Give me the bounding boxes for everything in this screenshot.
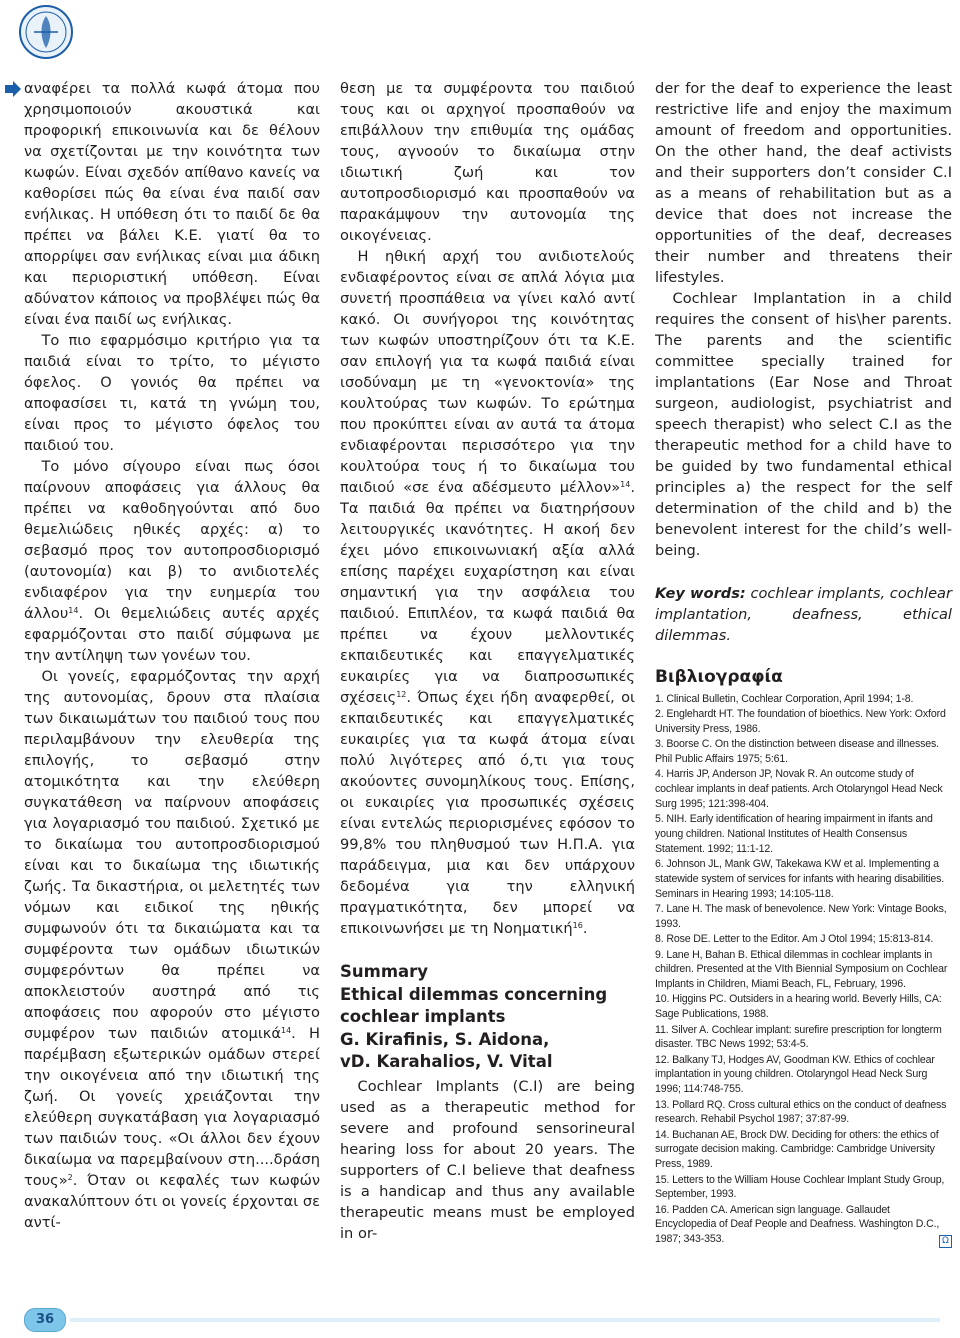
paragraph: θεση με τα συμφέροντα του παιδιού τους και οι αρχηγοί προσπαθούν να επιβάλλουν την επιθυμία της ομάδας τους, αγνοούν το δικαίωμα στην ιδιωτική ζωή και τον αυτοπροσδιορισμό και προσπαθούν να παρακάμψουν την αυτονομία της οικογένειας.	[340, 80, 635, 244]
reference-item: 12. Balkany TJ, Hodges AV, Goodman KW. Ethics of cochlear implantation in young children. Otolaryngol Head Neck Surg 1996; 114:748-755.	[655, 1053, 935, 1096]
end-of-article-mark: Ω	[939, 1235, 952, 1248]
paragraph: Cochlear Implantation in a child requires the consent of his\her parents. The parents and the scientific committee specially trained for implantations (Ear Nose and Throat surgeon, audiologist, psychiatrist and speech therapist) who select C.I as the therapeutic method for a child have to be guided by two fundamental ethical principles a) the respect for the self determination of the child and b) the benevolent interest for the child’s well-being.	[655, 290, 952, 559]
paragraph: Το πιο εφαρμόσιμο κριτήριο για τα παιδιά είναι το τρίτο, το μέγιστο όφελος. Ο γονιός θα πρέπει να αποφασίσει τι, κατά τη γνώμη του, είναι προς το μέγιστο όφελος του παιδιού του.	[24, 332, 320, 454]
paragraph: der for the deaf to experience the least restrictive life and enjoy the maximum amount of freedom and opportunities. On the other hand, the deaf activists and their supporters don’t consider C.I as a means of rehabilitation but as a device that does not increase the opportunities of the deaf, decreases their number and threatens their lifestyles.	[655, 80, 952, 286]
reference-item: 3. Boorse C. On the distinction between disease and illnesses. Phil Public Affairs 1975; 5:61.	[655, 738, 939, 766]
column-1	[24, 78, 320, 1233]
keywords	[655, 583, 952, 646]
column-3	[655, 78, 952, 1248]
summary-title: cochlear implants	[340, 1007, 506, 1026]
summary-authors: vD. Karahalios, V. Vital	[340, 1052, 553, 1071]
reference-item: 2. Englehardt HT. The foundation of bioethics. New York: Oxford University Press, 1986.	[655, 708, 946, 736]
reference-item: 4. Harris JP, Anderson JP, Novak R. An outcome study of cochlear implants in deaf patients. Arch Otolaryngol Head Neck Surg 1995; 121:398-404.	[655, 768, 943, 811]
summary-title: Ethical dilemmas concerning	[340, 984, 608, 1004]
reference-item: 15. Letters to the William House Cochlear Implant Study Group, September, 1993.	[655, 1173, 945, 1201]
reference-item: 9. Lane H, Bahan B. Ethical dilemmas in cochlear implants in children. Presented at the VIth Biennial Symposium on Cochlear Implants in Children, Miami Beach, FL, February, 1996.	[655, 948, 948, 991]
footer-band	[70, 1318, 940, 1322]
keywords-text: cochlear implants, cochlear implantation, deafness, ethical dilemmas.	[655, 585, 952, 644]
paragraph: Το μόνο σίγουρο είναι πως όσοι παίρνουν αποφάσεις για άλλους θα πρέπει να καθοδηγούνται από δυο θεμελιώδεις ηθικές αρχές: α) το σεβασμό προς τον αυτοπροσδιορισμό (αυτονομία) και β) το ανιδιοτελές ενδιαφέρον για την ευημερία του άλλου$^{14}$. Οι θεμελιώδεις αυτές αρχές εφαρμόζονται στο παιδί σύμφωνα με την αντίληψη των γονέων του.	[24, 458, 320, 664]
paragraph: αναφέρει τα πολλά κωφά άτομα που χρησιμοποιούν ακουστικά και προφορική επικοινωνία και δε θέλουν να σχετίζονται με την κοινότητα των κωφών. Είναι σχεδόν απίθανο κανείς να καθορίσει πώς θα είναι ένα παιδί σαν ενήλικας. Η υπόθεση ότι το παιδί δε θα πρέπει να βάλει Κ.Ε. γιατί θα το απορρίψει σαν ενήλικας είναι μια άδικη και περιοριστική υπόθεση. Είναι αδύνατον κάποιος να προβλέψει πώς θα είναι ένα παιδί ως ενήλικας.	[24, 80, 320, 328]
paragraph: Η ηθική αρχή του ανιδιοτελούς ενδιαφέροντος είναι σε απλά λόγια μια συνετή προσπάθεια να γίνει καλό αντί κακό. Οι συνήγοροι της κοινότητας των κωφών υποστηρίζουν ότι τα Κ.Ε. σαν επιλογή για τα κωφά παιδιά είναι ισοδύναμη με τη «γενοκτονία» της κουλτούρας των κωφών. Το ερώτημα που προκύπτει είναι αν αυτά τα άτομα ενδιαφέρονται περισσότερο για την κουλτούρα τους ή το δικαίωμα του παιδιού «σε ένα αδέσμευτο μέλλον»$^{14}$. Τα παιδιά θα πρέπει να διατηρήσουν λειτουργικές ικανότητες. Η ακοή δεν έχει μόνο επικοινωνιακή αξία αλλά επίσης παρέχει ευχαρίστηση και είναι σημαντική για την ασφάλεια του παιδιού. Επιπλέον, τα κωφά παιδιά θα πρέπει να έχουν μελλοντικές εκπαιδευτικές και επαγγελματικές ευκαιρίες για να διαπροσωπικές σχέσεις$^{12}$. Όπως έχει ήδη αναφερθεί, οι εκπαιδευτικές και επαγγελματικές ευκαιρίες για τα κωφά άτομα είναι πολύ λιγότερες από ό,τι για τους ακούοντες συνομηλίκους τους. Επίσης, οι ευκαιρίες για προσωπικές σχέσεις είναι εντελώς περιορισμένες εφόσον το 99,8% του πληθυσμού των Η.Π.Α. για παράδειγμα, μια και δεν υπάρχουν δεδομένα για την ελληνική πραγματικότητα, δεν μπορεί να επικοινωνήσει με τη Νοηματική$^{16}$.	[340, 248, 635, 937]
keywords-label: Key words:	[655, 585, 746, 602]
bibliography-title: Βιβλιογραφία	[655, 667, 783, 687]
reference-item: 10. Higgins PC. Outsiders in a hearing world. Beverly Hills, CA: Sage Publications, 1988.	[655, 993, 942, 1021]
page-number: 36	[24, 1308, 66, 1332]
bibliography-list	[655, 692, 952, 1247]
reference-item: 6. Johnson JL, Mank GW, Takekawa KW et al. Implementing a statewide system of services for infants with hearing disabilities. Seminars in Hearing 1993; 14:105-118.	[655, 858, 945, 900]
column-2	[340, 78, 635, 1244]
summary-label: Summary	[340, 962, 429, 981]
society-seal-icon	[18, 4, 74, 60]
reference-item: 14. Buchanan AE, Brock DW. Deciding for others: the ethics of surrogate decision making. Cambridge: Cambridge University Press, 1989.	[655, 1128, 939, 1171]
reference-item: 13. Pollard RQ. Cross cultural ethics on the conduct of deafness research. Rehabil Psychol 1987; 37:87-99.	[655, 1098, 947, 1126]
continuation-arrow-icon	[4, 80, 22, 98]
reference-item: 1. Clinical Bulletin, Cochlear Corporation, April 1994; 1-8.	[655, 693, 914, 705]
paragraph: Οι γονείς, εφαρμόζοντας την αρχή της αυτονομίας, δρουν στα πλαίσια των δικαιωμάτων του παιδιού τους που περιλαμβάνουν την ελευθερία της επιλογής, το σεβασμό στην ατομικότητα και την ελεύθερη συγκατάθεση να παίρνουν αποφάσεις για λογαριασμό του παιδιού. Σχετικό με το δικαίωμα του αυτοπροσδιορισμού είναι και το δικαίωμα της ιδιωτικής ζωής. Τα δικαστήρια, οι μελετητές των νόμων και ειδικοί της ηθικής συμφωνούν ότι τα δικαιώματα και τα συμφέροντα των ομάδων ιδιωτικών συμφερόντων θα πρέπει να αποκλειστούν αυστηρά από τις αποφάσεις που αφορούν στο μέγιστο συμφέρον των παιδιών ατομικά$^{14}$. Η παρέμβαση εξωτερικών ομάδων στερεί την οικογένεια από την ιδιωτική της ζωή. Οι γονείς χρειάζονται την ελεύθερη συγκατάβαση για λογαριασμό των παιδιών τους. «Οι άλλοι δεν έχουν δικαίωμα να παρεμβαίνουν στη....δράση τους»$^2$. Όταν οι κεφαλές των κωφών ανακαλύπτουν ότι οι γονείς έρχονται σε αντί-	[24, 668, 320, 1231]
reference-item: 8. Rose DE. Letter to the Editor. Am J Otol 1994; 15:813-814.	[655, 933, 934, 946]
summary-authors: G. Kirafinis, S. Aidona,	[340, 1029, 550, 1049]
reference-item: 7. Lane H. The mask of benevolence. New York: Vintage Books, 1993.	[655, 903, 947, 930]
reference-item: 16. Padden CA. American sign language. Gallaudet Encyclopedia of Deaf People and Deafness. Washington D.C., 1987; 343-353.	[655, 1203, 940, 1246]
summary-heading	[340, 961, 635, 1074]
reference-item: 11. Silver A. Cochlear implant: surefire prescription for longterm disaster. TBC News 1992; 53:4-5.	[655, 1023, 942, 1051]
reference-item: 5. NIH. Early identification of hearing impairment in ifants and young children. National Institutes of Health Consensus Statement. 1992; 11:1-12.	[655, 813, 933, 855]
summary-text: Cochlear Implants (C.I) are being used as a therapeutic method for severe and profound sensorineural hearing loss for about 20 years. The supporters of C.I believe that deafness is a handicap and thus any available therapeutic means must be employed in or-	[340, 1077, 635, 1242]
